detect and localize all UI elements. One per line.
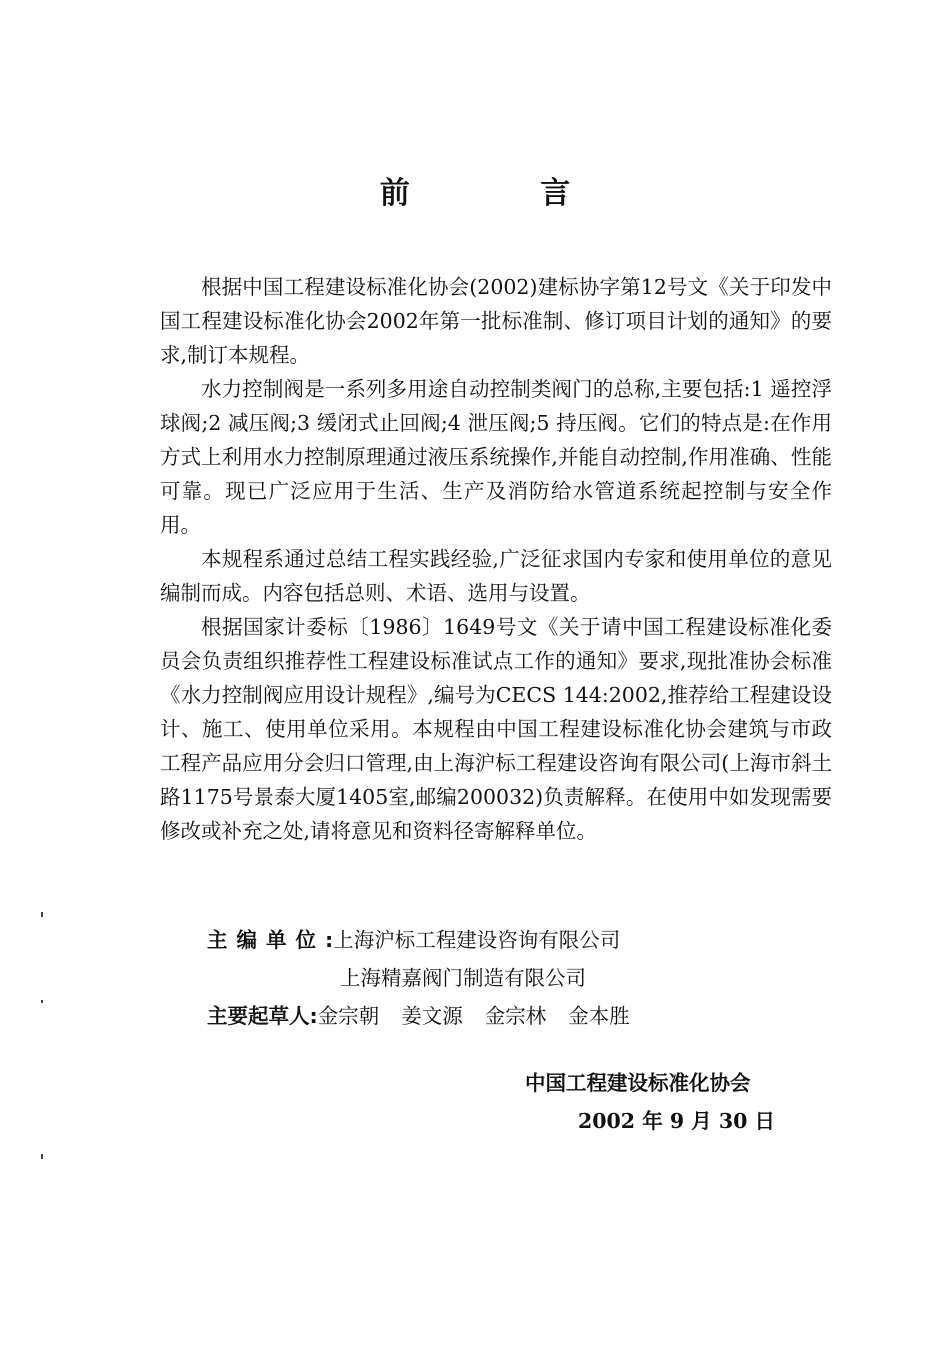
preface-body [160,270,832,848]
editor-unit-label: 主编单位: [207,928,334,952]
page-title: 前 言 [379,176,631,211]
drafters-label: 主要起草人: [207,1004,318,1028]
paragraph-4: 根据国家计委标〔1986〕1649号文《关于请中国工程建设标准化委员会负责组织推荐性工程建设标准试点工作的通知》要求,现批准协会标准《水力控制阀应用设计规程》,编号为CECS 144:2002,推荐给工程建设设计、施工、使用单位采用。本规程由中国工程建设标准化协会建筑与市政工程产品应用分会归口管理,由上海沪标工程建设咨询有限公司(上海市斜土路1175号景泰大厦1405室,邮编200032)负责解释。在使用中如发现需要修改或补充之处,请将意见和资料径寄解释单位。 [160,615,832,843]
editor-unit-1: 上海沪标工程建设咨询有限公司 [333,928,621,952]
credits-block [160,921,652,1035]
scan-speck [41,912,43,917]
signature-org: 中国工程建设标准化协会 [525,1071,751,1095]
scan-speck [41,1000,43,1003]
drafter-name: 姜文源 [401,1004,463,1028]
editor-unit-row [160,921,652,959]
drafter-name: 金宗朝 [317,1004,380,1028]
paragraph-1: 根据中国工程建设标准化协会(2002)建标协字第12号文《关于印发中国工程建设标准化协会2002年第一批标准制、修订项目计划的通知》的要求,制订本规程。 [160,275,832,367]
signature-block [525,1064,775,1140]
editor-unit-row-2 [160,959,652,997]
editor-unit-2: 上海精嘉阀门制造有限公司 [340,966,586,990]
drafter-name: 金宗林 [484,1004,547,1028]
scan-speck [41,1154,43,1159]
drafter-name: 金本胜 [568,1004,630,1028]
drafters-list [318,997,652,1035]
paragraph-2: 水力控制阀是一系列多用途自动控制类阀门的总称,主要包括:1 遥控浮球阀;2 减压阀;3 缓闭式止回阀;4 泄压阀;5 持压阀。它们的特点是:在作用方式上利用水力控制原理通过液压系统操作,并能自动控制,作用准确、性能可靠。现已广泛应用于生活、生产及消防给水管道系统起控制与安全作用。 [160,377,832,537]
drafters-row [160,997,652,1035]
signature-date: 2002 年 9 月 30 日 [578,1109,776,1133]
paragraph-3: 本规程系通过总结工程实践经验,广泛征求国内专家和使用单位的意见编制而成。内容包括总则、术语、选用与设置。 [160,547,832,605]
